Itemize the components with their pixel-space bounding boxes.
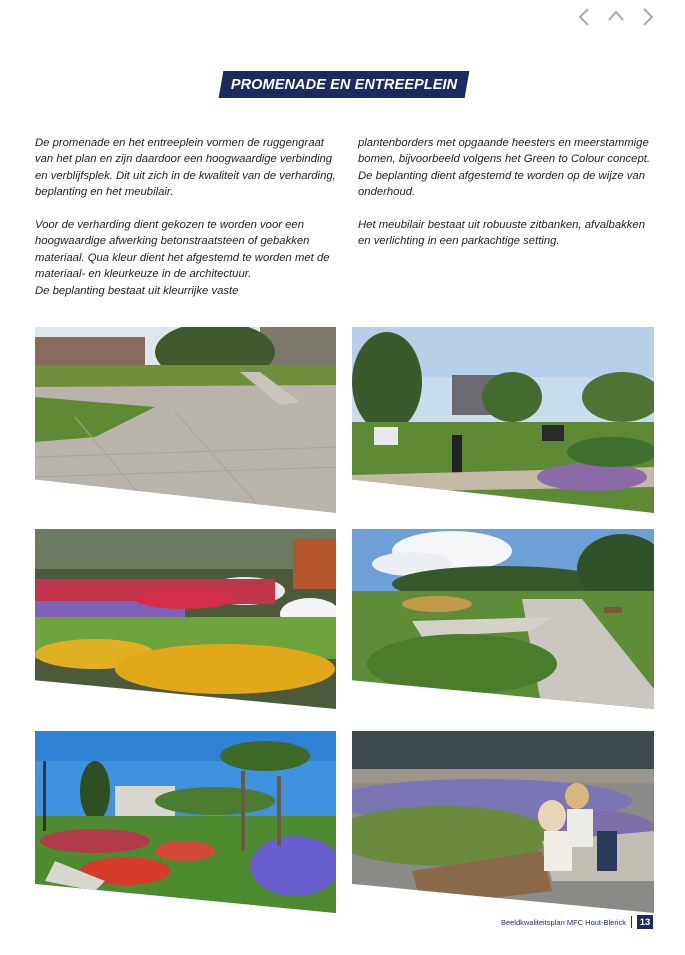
- page-footer: [501, 915, 653, 929]
- footer-divider: [631, 916, 632, 928]
- page-number: 13: [637, 915, 653, 929]
- photo-paved-promenade: [35, 327, 336, 513]
- paragraph: De promenade en het entreeplein vormen de ruggengraat van het plan en zijn daardoor een hoogwaardige verbinding en verblijfsplek. Dit uit zich in de kwaliteit van de verharding, beplanting en het meubilair.: [35, 137, 336, 199]
- photo-flowers-trees: [35, 731, 336, 913]
- paragraph: plantenborders met opgaande heesters en meerstammige bomen, bijvoorbeeld volgens het Green to Colour concept. De beplanting dient afgestemd te worden op de wijze van onderhoud.: [358, 137, 651, 199]
- text-column-right: [358, 135, 660, 250]
- photo-park-signpost: [352, 327, 654, 513]
- page-title: PROMENADE EN ENTREEPLEIN: [230, 76, 458, 93]
- document-title: Beeldkwaliteitsplan MFC Hout-Blerick: [500, 917, 626, 927]
- chevron-left-icon[interactable]: [575, 6, 593, 28]
- text-column-left: [35, 135, 337, 299]
- page-navigation: [575, 6, 657, 28]
- chevron-up-icon[interactable]: [607, 6, 625, 28]
- photo-flowerbeds-parking: [35, 529, 336, 709]
- photo-people-bench: [352, 731, 654, 913]
- paragraph: De beplanting bestaat uit kleurrijke vaste: [35, 284, 239, 297]
- chevron-right-icon[interactable]: [639, 6, 657, 28]
- paragraph: Voor de verharding dient gekozen te worden voor een hoogwaardige afwerking betonstraatsteen of gebakken materiaal. Qua kleur dient het afgestemd te worden met de materiaal- en kleurkeuze in de architectuur.: [35, 219, 330, 281]
- photo-promenade-benches: [352, 529, 654, 709]
- paragraph: Het meubilair bestaat uit robuuste zitbanken, afvalbakken en verlichting in een parkachtige setting.: [358, 219, 645, 248]
